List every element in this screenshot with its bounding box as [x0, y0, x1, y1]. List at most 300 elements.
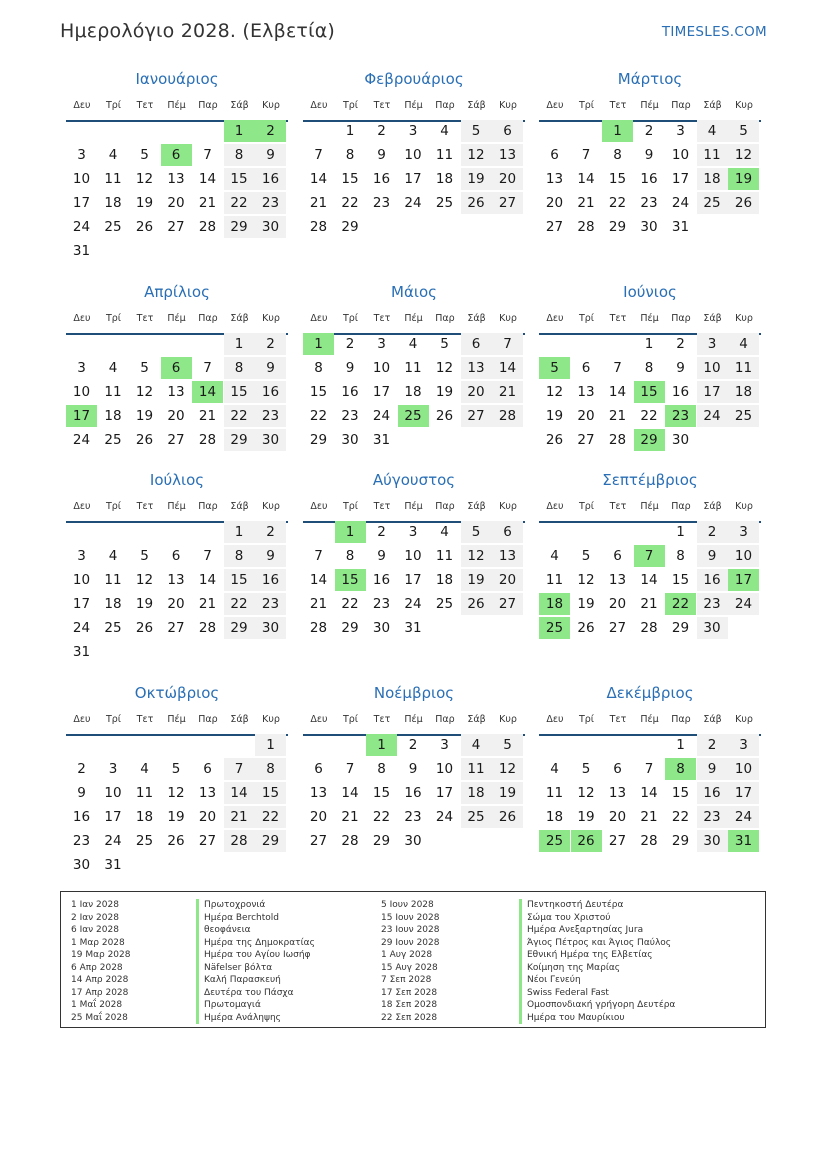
- day-cell[interactable]: 30: [640, 219, 658, 235]
- day-cell[interactable]: 6: [161, 357, 192, 379]
- day-cell[interactable]: 28: [224, 830, 255, 852]
- day-cell[interactable]: 3: [408, 524, 418, 540]
- day-cell[interactable]: 4: [728, 333, 759, 355]
- day-cell[interactable]: 23: [372, 195, 391, 211]
- day-cell[interactable]: 13: [608, 785, 627, 801]
- day-cell[interactable]: 6: [314, 761, 323, 777]
- day-cell[interactable]: 10: [104, 785, 122, 801]
- day-cell[interactable]: 15: [255, 782, 286, 804]
- day-cell[interactable]: 21: [198, 408, 217, 424]
- day-cell[interactable]: 28: [608, 432, 627, 448]
- day-cell[interactable]: 28: [492, 405, 523, 427]
- day-cell[interactable]: 25: [135, 833, 154, 849]
- day-cell[interactable]: 2: [255, 521, 286, 543]
- day-cell[interactable]: 29: [634, 429, 665, 451]
- day-cell[interactable]: 30: [404, 833, 422, 849]
- day-cell[interactable]: 17: [435, 785, 454, 801]
- day-cell[interactable]: 9: [255, 357, 286, 379]
- day-cell[interactable]: 19: [461, 569, 492, 591]
- day-cell[interactable]: 15: [608, 171, 627, 187]
- day-cell[interactable]: 12: [135, 171, 154, 187]
- day-cell[interactable]: 20: [167, 596, 185, 612]
- day-cell[interactable]: 25: [539, 830, 570, 852]
- day-cell[interactable]: 11: [135, 785, 154, 801]
- brand-link[interactable]: TIMESLES.COM: [661, 24, 767, 40]
- day-cell[interactable]: 22: [224, 593, 255, 615]
- day-cell[interactable]: 10: [404, 548, 422, 564]
- day-cell[interactable]: 16: [404, 785, 422, 801]
- day-cell[interactable]: 10: [72, 171, 91, 187]
- day-cell[interactable]: 31: [404, 620, 422, 636]
- day-cell[interactable]: 5: [440, 336, 449, 352]
- day-cell[interactable]: 23: [665, 405, 696, 427]
- day-cell[interactable]: 30: [255, 617, 286, 639]
- day-cell[interactable]: 13: [167, 384, 185, 400]
- day-cell[interactable]: 9: [255, 144, 286, 166]
- day-cell[interactable]: 7: [613, 360, 622, 376]
- day-cell[interactable]: 10: [404, 147, 422, 163]
- day-cell[interactable]: 19: [492, 782, 523, 804]
- day-cell[interactable]: 13: [461, 357, 492, 379]
- day-cell[interactable]: 4: [108, 147, 118, 163]
- day-cell[interactable]: 17: [66, 405, 97, 427]
- day-cell[interactable]: 16: [255, 168, 286, 190]
- day-cell[interactable]: 11: [461, 758, 492, 780]
- day-cell[interactable]: 16: [372, 572, 391, 588]
- day-cell[interactable]: 23: [255, 405, 286, 427]
- day-cell[interactable]: 18: [435, 171, 454, 187]
- day-cell[interactable]: 27: [577, 432, 595, 448]
- day-cell[interactable]: 16: [255, 381, 286, 403]
- day-cell[interactable]: 24: [728, 806, 759, 828]
- day-cell[interactable]: 26: [728, 192, 759, 214]
- day-cell[interactable]: 14: [192, 381, 223, 403]
- day-cell[interactable]: 29: [341, 219, 359, 235]
- day-cell[interactable]: 17: [72, 596, 91, 612]
- day-cell[interactable]: 23: [640, 195, 658, 211]
- day-cell[interactable]: 9: [77, 785, 86, 801]
- day-cell[interactable]: 27: [198, 833, 217, 849]
- day-cell[interactable]: 10: [72, 572, 91, 588]
- day-cell[interactable]: 5: [492, 734, 523, 756]
- day-cell[interactable]: 31: [72, 644, 91, 660]
- day-cell[interactable]: 13: [492, 144, 523, 166]
- day-cell[interactable]: 1: [345, 123, 355, 139]
- day-cell[interactable]: 23: [404, 809, 422, 825]
- day-cell[interactable]: 25: [461, 806, 492, 828]
- day-cell[interactable]: 25: [104, 432, 122, 448]
- day-cell[interactable]: 28: [198, 432, 217, 448]
- day-cell[interactable]: 20: [577, 408, 595, 424]
- day-cell[interactable]: 31: [728, 830, 759, 852]
- day-cell[interactable]: 27: [492, 593, 523, 615]
- day-cell[interactable]: 24: [435, 809, 454, 825]
- day-cell[interactable]: 19: [728, 168, 759, 190]
- day-cell[interactable]: 3: [728, 521, 759, 543]
- day-cell[interactable]: 2: [377, 524, 386, 540]
- day-cell[interactable]: 6: [613, 548, 622, 564]
- day-cell[interactable]: 21: [309, 195, 328, 211]
- day-cell[interactable]: 27: [461, 405, 492, 427]
- day-cell[interactable]: 7: [581, 147, 591, 163]
- day-cell[interactable]: 24: [671, 195, 690, 211]
- day-cell[interactable]: 19: [135, 195, 154, 211]
- day-cell[interactable]: 12: [492, 758, 523, 780]
- day-cell[interactable]: 23: [255, 593, 286, 615]
- day-cell[interactable]: 6: [161, 144, 192, 166]
- day-cell[interactable]: 16: [697, 569, 728, 591]
- day-cell[interactable]: 8: [224, 545, 255, 567]
- day-cell[interactable]: 12: [577, 572, 595, 588]
- day-cell[interactable]: 15: [335, 569, 366, 591]
- day-cell[interactable]: 8: [676, 548, 685, 564]
- day-cell[interactable]: 9: [644, 147, 654, 163]
- day-cell[interactable]: 19: [167, 809, 185, 825]
- day-cell[interactable]: 10: [728, 545, 759, 567]
- day-cell[interactable]: 4: [140, 761, 149, 777]
- day-cell[interactable]: 18: [135, 809, 154, 825]
- day-cell[interactable]: 17: [728, 782, 759, 804]
- day-cell[interactable]: 19: [577, 596, 595, 612]
- day-cell[interactable]: 11: [697, 144, 728, 166]
- day-cell[interactable]: 3: [377, 336, 386, 352]
- day-cell[interactable]: 18: [104, 596, 122, 612]
- day-cell[interactable]: 1: [303, 333, 334, 355]
- day-cell[interactable]: 14: [577, 171, 595, 187]
- day-cell[interactable]: 12: [461, 545, 492, 567]
- day-cell[interactable]: 17: [72, 195, 91, 211]
- day-cell[interactable]: 16: [640, 171, 658, 187]
- day-cell[interactable]: 31: [372, 432, 391, 448]
- day-cell[interactable]: 14: [492, 357, 523, 379]
- day-cell[interactable]: 26: [435, 408, 454, 424]
- day-cell[interactable]: 19: [135, 408, 154, 424]
- day-cell[interactable]: 19: [435, 384, 454, 400]
- day-cell[interactable]: 9: [697, 545, 728, 567]
- day-cell[interactable]: 28: [198, 620, 217, 636]
- day-cell[interactable]: 22: [255, 806, 286, 828]
- day-cell[interactable]: 9: [676, 360, 685, 376]
- day-cell[interactable]: 9: [697, 758, 728, 780]
- day-cell[interactable]: 19: [135, 596, 154, 612]
- day-cell[interactable]: 1: [224, 120, 255, 142]
- day-cell[interactable]: 27: [608, 833, 627, 849]
- day-cell[interactable]: 5: [581, 761, 591, 777]
- day-cell[interactable]: 20: [167, 408, 185, 424]
- day-cell[interactable]: 27: [492, 192, 523, 214]
- day-cell[interactable]: 2: [408, 737, 418, 753]
- day-cell[interactable]: 30: [255, 216, 286, 238]
- day-cell[interactable]: 12: [135, 572, 154, 588]
- day-cell[interactable]: 31: [104, 857, 122, 873]
- day-cell[interactable]: 29: [309, 432, 328, 448]
- day-cell[interactable]: 22: [341, 596, 359, 612]
- day-cell[interactable]: 28: [309, 219, 328, 235]
- day-cell[interactable]: 11: [104, 572, 122, 588]
- day-cell[interactable]: 17: [372, 384, 391, 400]
- day-cell[interactable]: 13: [577, 384, 595, 400]
- day-cell[interactable]: 8: [224, 144, 255, 166]
- day-cell[interactable]: 29: [255, 830, 286, 852]
- day-cell[interactable]: 26: [167, 833, 185, 849]
- day-cell[interactable]: 6: [581, 360, 591, 376]
- day-cell[interactable]: 4: [697, 120, 728, 142]
- day-cell[interactable]: 19: [461, 168, 492, 190]
- day-cell[interactable]: 17: [697, 381, 728, 403]
- day-cell[interactable]: 22: [224, 192, 255, 214]
- day-cell[interactable]: 11: [435, 147, 454, 163]
- day-cell[interactable]: 15: [224, 381, 255, 403]
- day-cell[interactable]: 30: [255, 429, 286, 451]
- day-cell[interactable]: 27: [545, 219, 564, 235]
- day-cell[interactable]: 21: [640, 809, 658, 825]
- day-cell[interactable]: 5: [140, 548, 149, 564]
- day-cell[interactable]: 4: [550, 548, 559, 564]
- day-cell[interactable]: 21: [492, 381, 523, 403]
- day-cell[interactable]: 14: [309, 171, 328, 187]
- day-cell[interactable]: 8: [314, 360, 323, 376]
- day-cell[interactable]: 1: [366, 734, 397, 756]
- day-cell[interactable]: 24: [697, 405, 728, 427]
- day-cell[interactable]: 3: [408, 123, 418, 139]
- day-cell[interactable]: 5: [539, 357, 570, 379]
- day-cell[interactable]: 20: [545, 195, 564, 211]
- day-cell[interactable]: 10: [697, 357, 728, 379]
- day-cell[interactable]: 14: [608, 384, 627, 400]
- day-cell[interactable]: 8: [644, 360, 654, 376]
- day-cell[interactable]: 4: [550, 761, 559, 777]
- day-cell[interactable]: 28: [640, 833, 658, 849]
- day-cell[interactable]: 13: [545, 171, 564, 187]
- day-cell[interactable]: 28: [198, 219, 217, 235]
- day-cell[interactable]: 3: [676, 123, 685, 139]
- day-cell[interactable]: 24: [72, 219, 91, 235]
- day-cell[interactable]: 29: [671, 620, 690, 636]
- day-cell[interactable]: 16: [697, 782, 728, 804]
- day-cell[interactable]: 15: [224, 569, 255, 591]
- day-cell[interactable]: 21: [640, 596, 658, 612]
- day-cell[interactable]: 21: [341, 809, 359, 825]
- day-cell[interactable]: 2: [255, 120, 286, 142]
- day-cell[interactable]: 25: [728, 405, 759, 427]
- day-cell[interactable]: 27: [167, 620, 185, 636]
- day-cell[interactable]: 10: [372, 360, 391, 376]
- day-cell[interactable]: 18: [697, 168, 728, 190]
- day-cell[interactable]: 2: [697, 734, 728, 756]
- day-cell[interactable]: 4: [408, 336, 418, 352]
- day-cell[interactable]: 7: [634, 545, 665, 567]
- day-cell[interactable]: 25: [435, 596, 454, 612]
- day-cell[interactable]: 5: [140, 147, 149, 163]
- day-cell[interactable]: 3: [77, 548, 86, 564]
- day-cell[interactable]: 29: [224, 216, 255, 238]
- day-cell[interactable]: 3: [728, 734, 759, 756]
- day-cell[interactable]: 29: [372, 833, 391, 849]
- day-cell[interactable]: 6: [492, 120, 523, 142]
- day-cell[interactable]: 16: [72, 809, 91, 825]
- day-cell[interactable]: 4: [461, 734, 492, 756]
- day-cell[interactable]: 2: [644, 123, 654, 139]
- day-cell[interactable]: 16: [341, 384, 359, 400]
- day-cell[interactable]: 1: [224, 333, 255, 355]
- day-cell[interactable]: 13: [608, 572, 627, 588]
- day-cell[interactable]: 26: [135, 620, 154, 636]
- day-cell[interactable]: 21: [608, 408, 627, 424]
- day-cell[interactable]: 22: [341, 195, 359, 211]
- day-cell[interactable]: 22: [640, 408, 658, 424]
- day-cell[interactable]: 28: [577, 219, 595, 235]
- day-cell[interactable]: 20: [492, 569, 523, 591]
- day-cell[interactable]: 21: [577, 195, 595, 211]
- day-cell[interactable]: 20: [167, 195, 185, 211]
- day-cell[interactable]: 18: [461, 782, 492, 804]
- day-cell[interactable]: 7: [224, 758, 255, 780]
- day-cell[interactable]: 7: [203, 147, 212, 163]
- day-cell[interactable]: 28: [309, 620, 328, 636]
- day-cell[interactable]: 10: [435, 761, 454, 777]
- day-cell[interactable]: 17: [404, 171, 422, 187]
- day-cell[interactable]: 8: [377, 761, 386, 777]
- day-cell[interactable]: 7: [644, 761, 654, 777]
- day-cell[interactable]: 27: [608, 620, 627, 636]
- day-cell[interactable]: 15: [372, 785, 391, 801]
- day-cell[interactable]: 5: [171, 761, 181, 777]
- day-cell[interactable]: 26: [577, 620, 595, 636]
- day-cell[interactable]: 5: [461, 120, 492, 142]
- day-cell[interactable]: 27: [167, 219, 185, 235]
- day-cell[interactable]: 24: [372, 408, 391, 424]
- day-cell[interactable]: 6: [171, 548, 181, 564]
- day-cell[interactable]: 29: [224, 617, 255, 639]
- day-cell[interactable]: 12: [167, 785, 185, 801]
- day-cell[interactable]: 25: [697, 192, 728, 214]
- day-cell[interactable]: 23: [341, 408, 359, 424]
- day-cell[interactable]: 20: [608, 809, 627, 825]
- day-cell[interactable]: 7: [314, 548, 323, 564]
- day-cell[interactable]: 8: [224, 357, 255, 379]
- day-cell[interactable]: 31: [72, 243, 91, 259]
- day-cell[interactable]: 8: [345, 147, 355, 163]
- day-cell[interactable]: 11: [545, 785, 564, 801]
- day-cell[interactable]: 16: [372, 171, 391, 187]
- day-cell[interactable]: 15: [671, 572, 690, 588]
- day-cell[interactable]: 14: [309, 572, 328, 588]
- day-cell[interactable]: 21: [224, 806, 255, 828]
- day-cell[interactable]: 13: [198, 785, 217, 801]
- day-cell[interactable]: 3: [77, 147, 86, 163]
- day-cell[interactable]: 17: [104, 809, 122, 825]
- day-cell[interactable]: 26: [461, 192, 492, 214]
- day-cell[interactable]: 7: [492, 333, 523, 355]
- day-cell[interactable]: 4: [440, 524, 449, 540]
- day-cell[interactable]: 20: [492, 168, 523, 190]
- day-cell[interactable]: 1: [676, 524, 685, 540]
- day-cell[interactable]: 22: [665, 593, 696, 615]
- day-cell[interactable]: 26: [571, 830, 602, 852]
- day-cell[interactable]: 6: [461, 333, 492, 355]
- day-cell[interactable]: 5: [728, 120, 759, 142]
- day-cell[interactable]: 4: [440, 123, 449, 139]
- day-cell[interactable]: 8: [665, 758, 696, 780]
- day-cell[interactable]: 24: [72, 432, 91, 448]
- day-cell[interactable]: 23: [697, 593, 728, 615]
- day-cell[interactable]: 20: [198, 809, 217, 825]
- day-cell[interactable]: 31: [671, 219, 690, 235]
- day-cell[interactable]: 24: [404, 195, 422, 211]
- day-cell[interactable]: 16: [671, 384, 690, 400]
- day-cell[interactable]: 6: [550, 147, 559, 163]
- day-cell[interactable]: 30: [72, 857, 91, 873]
- day-cell[interactable]: 23: [255, 192, 286, 214]
- day-cell[interactable]: 30: [697, 617, 728, 639]
- day-cell[interactable]: 4: [108, 548, 118, 564]
- day-cell[interactable]: 24: [404, 596, 422, 612]
- day-cell[interactable]: 29: [341, 620, 359, 636]
- day-cell[interactable]: 9: [408, 761, 418, 777]
- day-cell[interactable]: 24: [728, 593, 759, 615]
- day-cell[interactable]: 12: [577, 785, 595, 801]
- day-cell[interactable]: 11: [728, 357, 759, 379]
- day-cell[interactable]: 18: [104, 408, 122, 424]
- day-cell[interactable]: 10: [728, 758, 759, 780]
- day-cell[interactable]: 13: [167, 171, 185, 187]
- day-cell[interactable]: 1: [224, 521, 255, 543]
- day-cell[interactable]: 7: [314, 147, 323, 163]
- day-cell[interactable]: 2: [77, 761, 86, 777]
- day-cell[interactable]: 25: [435, 195, 454, 211]
- day-cell[interactable]: 13: [167, 572, 185, 588]
- day-cell[interactable]: 20: [608, 596, 627, 612]
- day-cell[interactable]: 3: [697, 333, 728, 355]
- day-cell[interactable]: 28: [341, 833, 359, 849]
- day-cell[interactable]: 7: [345, 761, 355, 777]
- day-cell[interactable]: 26: [135, 432, 154, 448]
- day-cell[interactable]: 18: [539, 593, 570, 615]
- day-cell[interactable]: 19: [577, 809, 595, 825]
- day-cell[interactable]: 11: [545, 572, 564, 588]
- day-cell[interactable]: 8: [345, 548, 355, 564]
- day-cell[interactable]: 19: [545, 408, 564, 424]
- day-cell[interactable]: 25: [398, 405, 429, 427]
- day-cell[interactable]: 11: [435, 548, 454, 564]
- day-cell[interactable]: 6: [203, 761, 212, 777]
- day-cell[interactable]: 22: [671, 809, 690, 825]
- day-cell[interactable]: 8: [613, 147, 622, 163]
- day-cell[interactable]: 29: [224, 429, 255, 451]
- day-cell[interactable]: 17: [728, 569, 759, 591]
- day-cell[interactable]: 12: [135, 384, 154, 400]
- day-cell[interactable]: 22: [608, 195, 627, 211]
- day-cell[interactable]: 2: [345, 336, 355, 352]
- day-cell[interactable]: 15: [634, 381, 665, 403]
- day-cell[interactable]: 1: [255, 734, 286, 756]
- day-cell[interactable]: 20: [461, 381, 492, 403]
- day-cell[interactable]: 9: [377, 548, 386, 564]
- day-cell[interactable]: 26: [135, 219, 154, 235]
- day-cell[interactable]: 11: [104, 384, 122, 400]
- day-cell[interactable]: 22: [372, 809, 391, 825]
- day-cell[interactable]: 14: [640, 572, 658, 588]
- day-cell[interactable]: 28: [640, 620, 658, 636]
- day-cell[interactable]: 15: [309, 384, 328, 400]
- day-cell[interactable]: 26: [545, 432, 564, 448]
- day-cell[interactable]: 14: [640, 785, 658, 801]
- day-cell[interactable]: 30: [372, 620, 391, 636]
- day-cell[interactable]: 2: [377, 123, 386, 139]
- day-cell[interactable]: 29: [608, 219, 627, 235]
- day-cell[interactable]: 30: [341, 432, 359, 448]
- day-cell[interactable]: 18: [728, 381, 759, 403]
